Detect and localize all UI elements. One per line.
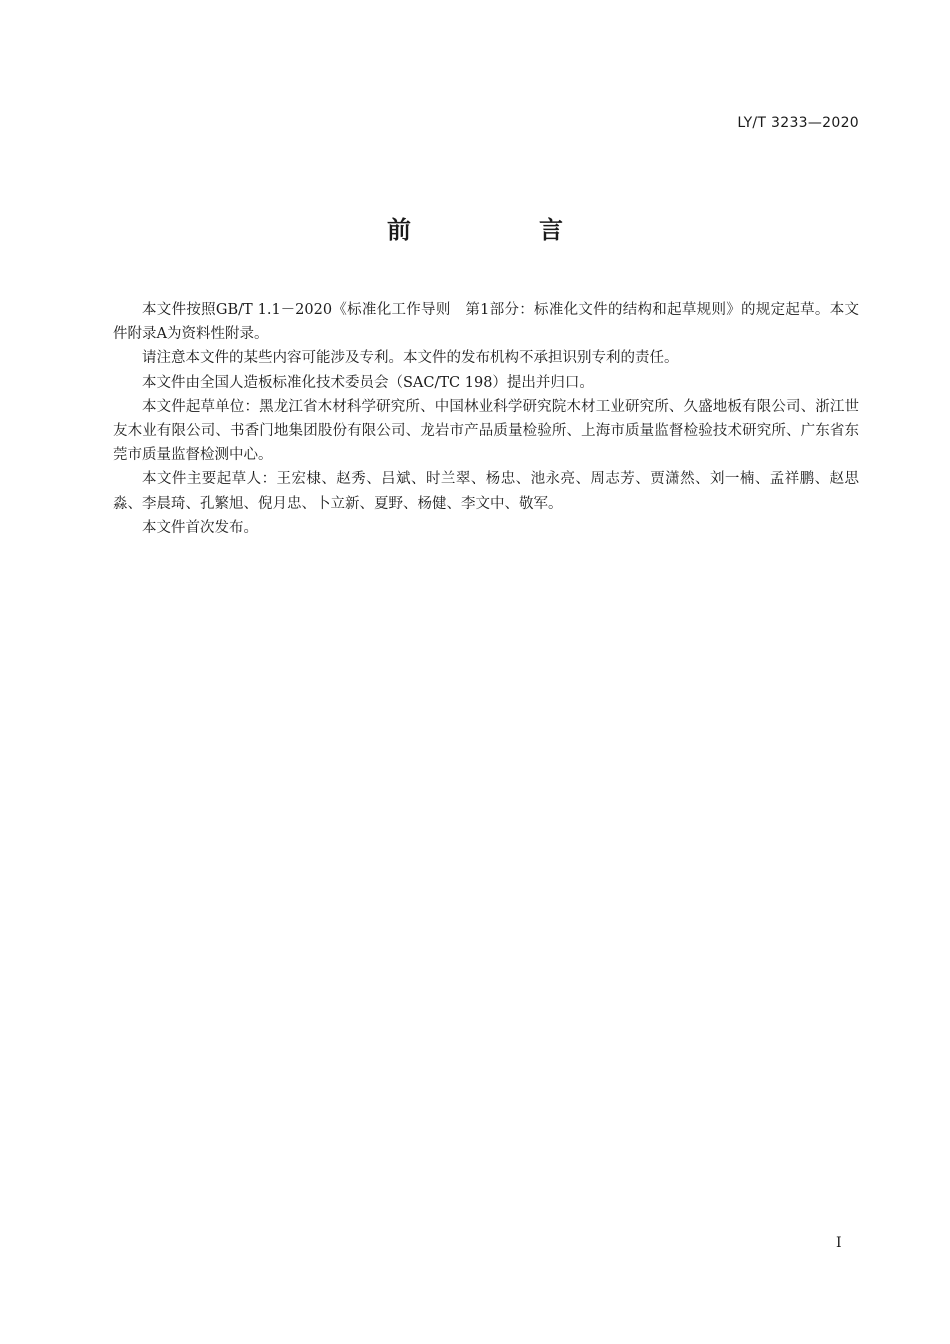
page-number: I <box>836 1235 842 1251</box>
paragraph-drafters: 本文件主要起草人：王宏棣、赵秀、吕斌、时兰翠、杨忠、池永亮、周志芳、贾潇然、刘一楠、孟祥鹏、赵思淼、李晨琦、孔繁旭、倪月忠、卜立新、夏野、杨健、李文中、敬军。 <box>113 471 859 512</box>
page-title: 前 言 <box>387 216 615 244</box>
paragraph-patent-notice: 请注意本文件的某些内容可能涉及专利。本文件的发布机构不承担识别专利的责任。 <box>142 350 679 367</box>
paragraph-drafting-units: 本文件起草单位：黑龙江省木材科学研究所、中国林业科学研究院木材工业研究所、久盛地板有限公司、浙江世友木业有限公司、书香门地集团股份有限公司、龙岩市产品质量检验所、上海市质量监督检验技术研究所、广东省东莞市质量监督检测中心。 <box>113 398 859 464</box>
paragraph-drafting-rules: 本文件按照GB/T 1.1－2020《标准化工作导则 第1部分：标准化文件的结构和起草规则》的规定起草。本文件附录A为资料性附录。 <box>113 302 859 343</box>
standard-code: LY/T 3233—2020 <box>737 115 859 131</box>
paragraph-first-release: 本文件首次发布。 <box>142 519 258 536</box>
paragraph-proposer: 本文件由全国人造板标准化技术委员会（SAC/TC 198）提出并归口。 <box>142 374 594 391</box>
foreword-body <box>113 298 859 540</box>
